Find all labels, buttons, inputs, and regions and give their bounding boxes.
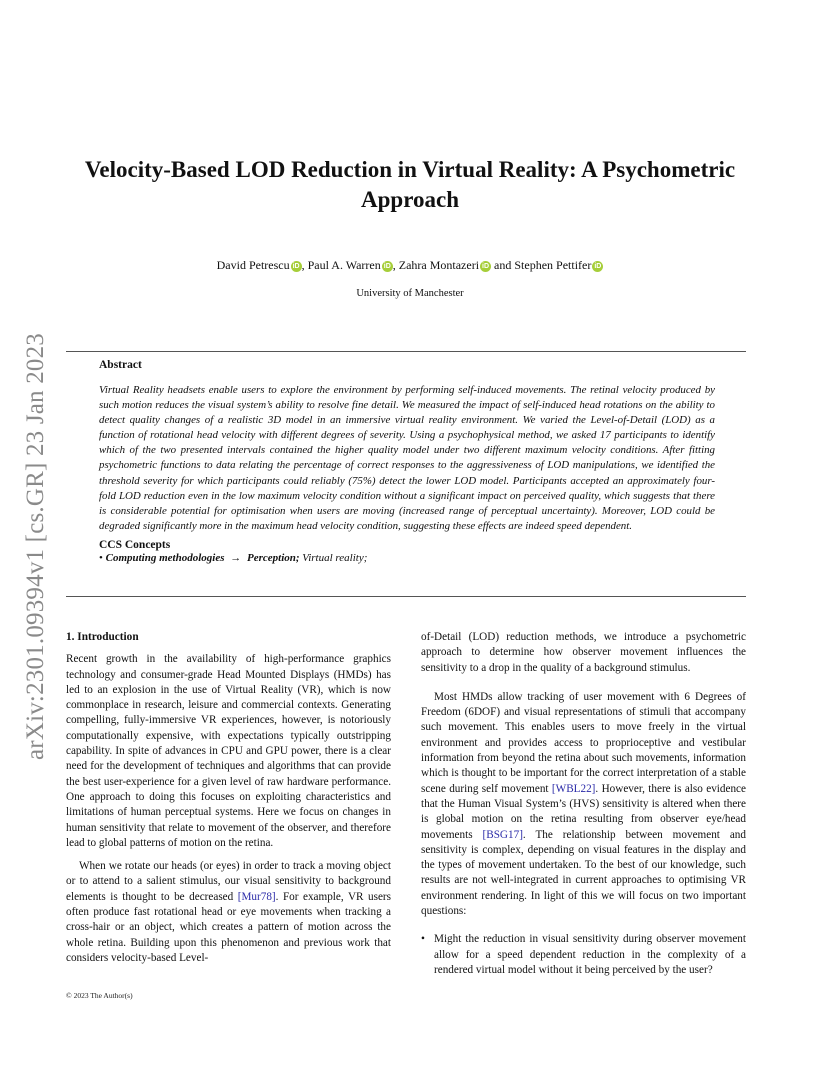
- author-name: David Petrescu: [216, 258, 290, 272]
- author-name: Zahra Montazeri: [398, 258, 480, 272]
- author-separator: ,: [392, 258, 399, 272]
- author-name: Stephen Pettifer: [514, 258, 592, 272]
- right-column: [421, 630, 746, 978]
- orcid-icon[interactable]: iD: [383, 263, 391, 270]
- abstract-section: [99, 359, 715, 564]
- citation-link[interactable]: [BSG17]: [482, 828, 523, 841]
- abstract-heading: Abstract: [99, 359, 142, 371]
- abstract-bottom-rule: [66, 596, 746, 597]
- author-separator: ,: [301, 258, 308, 272]
- abstract-text: Virtual Reality headsets enable users to explore the environment by performing self-induced movements. The retinal velocity produced by such motion reduces the visual system’s ability to resolve fine detail. We measured the impact of self-induced head rotations on the ability to detect quality changes of a realistic 3D model in an immersive virtual reality environment. We varied the Level-of-Detail (LOD) as a function of rotational head velocity with different degrees of severity. Using a psychophysical method, we asked 17 participants to identify which of the two presented intervals contained the higher quality model under two different maximum velocity conditions. After fitting psychometric functions to data relating the percentage of correct responses to the aggressiveness of LOD manipulations, we identified the threshold severity for which participants could reliably (75%) detect the lower LOD model. Participants accepted an approximately four-fold LOD reduction even in the low maximum velocity condition without a significant impact on perceived quality, which suggests that there is considerable potential for optimisation when users are moving (increased range of perceptual uncertainty). Moreover, LOD could be degraded significantly more in the maximum head velocity condition, suggesting these effects are indeed speed dependent.: [99, 384, 715, 532]
- text-run: Most HMDs allow tracking of user movement with 6 Degrees of Freedom (6DOF) and visual representations of stimuli that accompany such movement. This enables users to move freely in the virtual environment and provides access to proprioceptive and vestibular information from beyond the retina about such movements, information which is thought to be important for the correct interpretation of a stable scene during self movement: [421, 690, 746, 795]
- affiliation: University of Manchester: [356, 288, 464, 299]
- question-bullet-1: • Might the reduction in visual sensitivity during observer movement allow for a speed dependent reduction in the complexity of a rendered virtual model without it being perceived by the user?: [421, 932, 746, 978]
- ccs-bullet: •: [99, 551, 103, 564]
- author-list: [60, 257, 760, 273]
- left-column: [66, 630, 391, 966]
- intro-paragraph-4: [421, 690, 746, 919]
- author-separator: and: [491, 258, 515, 272]
- text-run: . The relationship between movement and sensitivity is complex, depending on visual features in the display and the types of movement undertaken. To the best of our knowledge, such results are not well-integrated in current approaches to optimising VR environment rendering. In light of this we will focus on two important questions:: [421, 828, 746, 918]
- ccs-subcategory: Perception;: [247, 551, 300, 564]
- orcid-icon[interactable]: iD: [594, 263, 602, 270]
- text-run: When we rotate our heads (or eyes) in order to track a moving object or to attend to a salient stimulus, our visual sensitivity to background elements is thought to be decreased: [66, 860, 391, 903]
- copyright-notice: © 2023 The Author(s): [66, 991, 133, 1000]
- paper-title: Velocity-Based LOD Reduction in Virtual Reality: A Psychometric Approach: [84, 157, 736, 212]
- intro-paragraph-1: Recent growth in the availability of high-performance graphics technology and consumer-grade Head Mounted Displays (HMDs) has led to an explosion in the use of Virtual Reality (VR), which is now commonplace in research, leisure and commercial contexts. Generating compelling, fully-immersive VR experiences, however, is notoriously computationally expensive, with expectations typically outstripping capability. In spite of advances in CPU and GPU power, there is a clear need for the development of techniques and algorithms that can provide the best user-experience for a given level of raw hardware performance. One approach to doing this focuses on exploiting characteristics and limitations of human perceptual systems. Here we focus on changes in human sensitivity that relate to movement of the observer, and therefore lead to global patterns of motion on the retina.: [66, 653, 391, 849]
- text-run: . For example, VR users often produce fast rotational head or eye movements when tracking a cross-hair or an object, which creates a pattern of motion across the whole retina. Building upon this phenomenon and previous work that considers velocity-based Level-: [66, 890, 391, 964]
- ccs-heading: CCS Concepts: [99, 538, 171, 551]
- ccs-concepts: [99, 552, 715, 564]
- arxiv-identifier: arXiv:2301.09394v1 [cs.GR] 23 Jan 2023: [22, 333, 49, 760]
- abstract-top-rule: [66, 351, 746, 352]
- citation-link[interactable]: [WBL22]: [551, 782, 596, 795]
- orcid-icon[interactable]: iD: [292, 263, 300, 270]
- intro-paragraph-2: [66, 859, 391, 966]
- section-heading-introduction: 1. Introduction: [66, 631, 139, 643]
- ccs-arrow: →: [230, 551, 242, 564]
- intro-paragraph-3: of-Detail (LOD) reduction methods, we introduce a psychometric approach to determine how observer movement influences the sensitivity to a drop in the quality of a background stimulus.: [421, 631, 746, 674]
- orcid-icon[interactable]: iD: [482, 263, 490, 270]
- ccs-category: Computing methodologies: [105, 551, 225, 564]
- text-run: . However, there is also evidence that the Human Visual System’s (HVS) sensitivity is altered when there is global motion on the retina resulting from observer eye/head movements: [421, 782, 746, 841]
- ccs-extra: Virtual reality;: [302, 551, 368, 564]
- author-name: Paul A. Warren: [307, 258, 381, 272]
- citation-link[interactable]: [Mur78]: [237, 890, 276, 903]
